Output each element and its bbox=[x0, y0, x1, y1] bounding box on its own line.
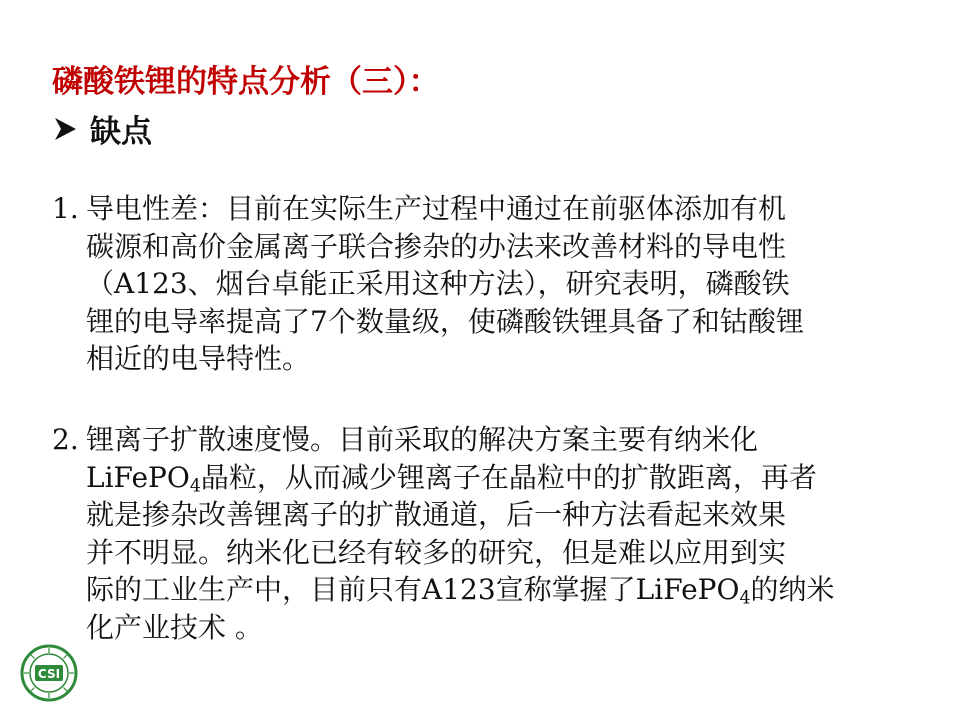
item-line: 碳源和高价金属离子联合掺杂的办法来改善材料的导电性 bbox=[86, 229, 787, 263]
bullet-label: 缺点 bbox=[90, 114, 152, 150]
bullet-heading bbox=[52, 106, 152, 151]
item-line: 锂的电导率提高了7个数量级，使磷酸铁锂具备了和钴酸锂 bbox=[86, 304, 804, 338]
item-number: 1. bbox=[52, 192, 79, 225]
list-item bbox=[52, 421, 912, 646]
svg-text:CSI: CSI bbox=[37, 667, 61, 681]
item-text: 晶粒，从而减少锂离子在晶粒中的扩散距离，再者 bbox=[200, 460, 817, 494]
item-line: 化产业技术 。 bbox=[86, 610, 263, 644]
slide-title: 磷酸铁锂的特点分析（三）： bbox=[52, 64, 440, 100]
item-line bbox=[52, 459, 912, 497]
chem-formula: LiFePO bbox=[86, 460, 190, 494]
item-text: 际的工业生产中，目前只有A123宣称掌握了LiFePO bbox=[86, 573, 740, 606]
item-text: 的纳米 bbox=[750, 573, 835, 606]
item-line: 锂离子扩散速度慢。目前采取的解决方案主要有纳米化 bbox=[86, 423, 759, 456]
item-line: 就是掺杂改善锂离子的扩散通道，后一种方法看起来效果 bbox=[86, 498, 787, 531]
list-item bbox=[52, 190, 912, 378]
item-line: 相近的电导特性。 bbox=[86, 342, 311, 375]
item-line: （A123、烟台卓能正采用这种方法），研究表明，磷酸铁 bbox=[86, 267, 790, 300]
item-number: 2. bbox=[52, 423, 79, 456]
item-line: 导电性差：目前在实际生产过程中通过在前驱体添加有机 bbox=[86, 192, 787, 225]
arrow-right-icon bbox=[52, 116, 78, 142]
item-line bbox=[52, 571, 912, 609]
organization-seal-logo bbox=[20, 644, 78, 702]
item-line: 并不明显。纳米化已经有较多的研究，但是难以应用到实 bbox=[86, 535, 787, 569]
subscript: 4 bbox=[739, 588, 751, 609]
subscript: 4 bbox=[189, 475, 201, 496]
